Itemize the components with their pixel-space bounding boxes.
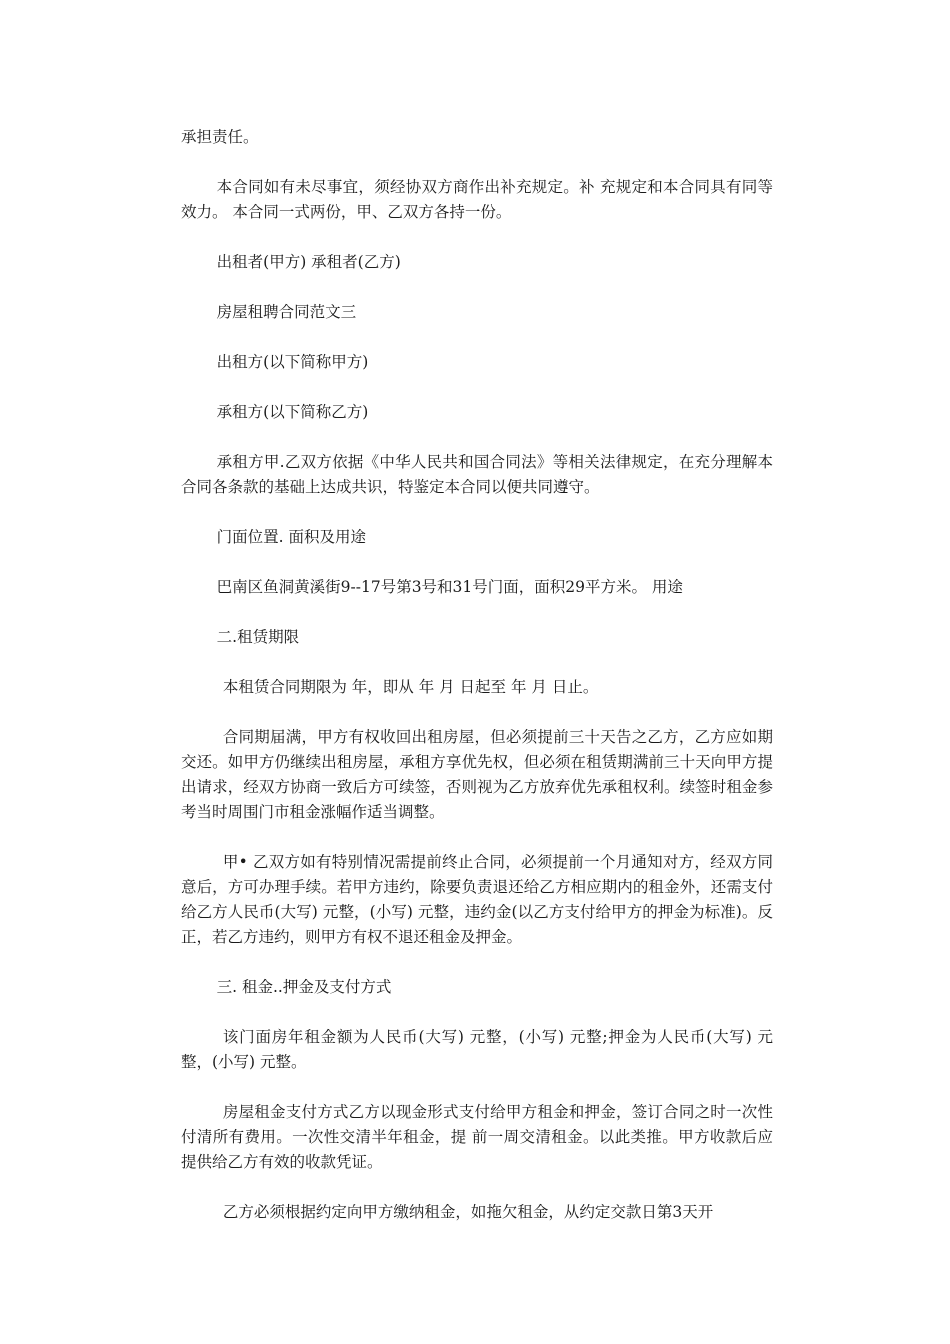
clause-heading: 二.租赁期限 [216, 628, 300, 646]
paragraph: 巴南区鱼洞黄溪街9--17号第3号和31号门面，面积29平方米。 用途 [216, 578, 683, 596]
paragraph: 本合同如有未尽事宜，须经协双方商作出补充规定。补 充规定和本合同具有同等效力。 本合同一式两份，甲、乙双方各持一份。 [181, 178, 773, 221]
clause-heading: 三. 租金..押金及支付方式 [216, 978, 392, 996]
document-body [181, 125, 773, 1250]
paragraph: 房屋租金支付方式乙方以现金形式支付给甲方租金和押金，签订合同之时一次性付清所有费用。一次性交清半年租金，提 前一周交清租金。以此类推。甲方收款后应提供给乙方有效的收款凭证。 [181, 1103, 773, 1171]
paragraph: 甲• 乙双方如有特别情况需提前终止合同，必须提前一个月通知对方，经双方同意后，方可办理手续。若甲方违约，除要负责退还给乙方相应期内的租金外，还需支付给乙方人民币(大写) 元整，(小写) 元整，违约金(以乙方支付给甲方的押金为标准)。反正，若乙方违约，则甲方有权不退还租金及押金。 [181, 853, 773, 946]
paragraph: 乙方必须根据约定向甲方缴纳租金，如拖欠租金，从约定交款日第3天开 [222, 1203, 714, 1221]
paragraph: 该门面房年租金额为人民币(大写) 元整，(小写) 元整;押金为人民币(大写) 元整，(小写) 元整。 [181, 1028, 773, 1071]
section-title: 房屋租聘合同范文三 [216, 303, 357, 321]
paragraph: 合同期届满，甲方有权收回出租房屋，但必须提前三十天告之乙方，乙方应如期交还。如甲方仍继续出租房屋，承租方享优先权，但必须在租赁期满前三十天向甲方提出请求，经双方协商一致后方可续签，否则视为乙方放弃优先承租权利。续签时租金参考当时周围门市租金涨幅作适当调整。 [181, 728, 773, 821]
party-lessee: 承租方(以下简称乙方) [216, 403, 369, 421]
paragraph: 承租方甲.乙双方依据《中华人民共和国合同法》等相关法律规定，在充分理解本合同各条款的基础上达成共识，特鉴定本合同以便共同遵守。 [181, 453, 773, 496]
party-lessor: 出租方(以下简称甲方) [216, 353, 369, 371]
paragraph: 承担责任。 [181, 128, 259, 146]
signature-line: 出租者(甲方) 承租者(乙方) [216, 253, 401, 271]
paragraph: 本租赁合同期限为 年，即从 年 月 日起至 年 月 日止。 [222, 678, 599, 696]
clause-heading: 门面位置. 面积及用途 [216, 528, 366, 546]
